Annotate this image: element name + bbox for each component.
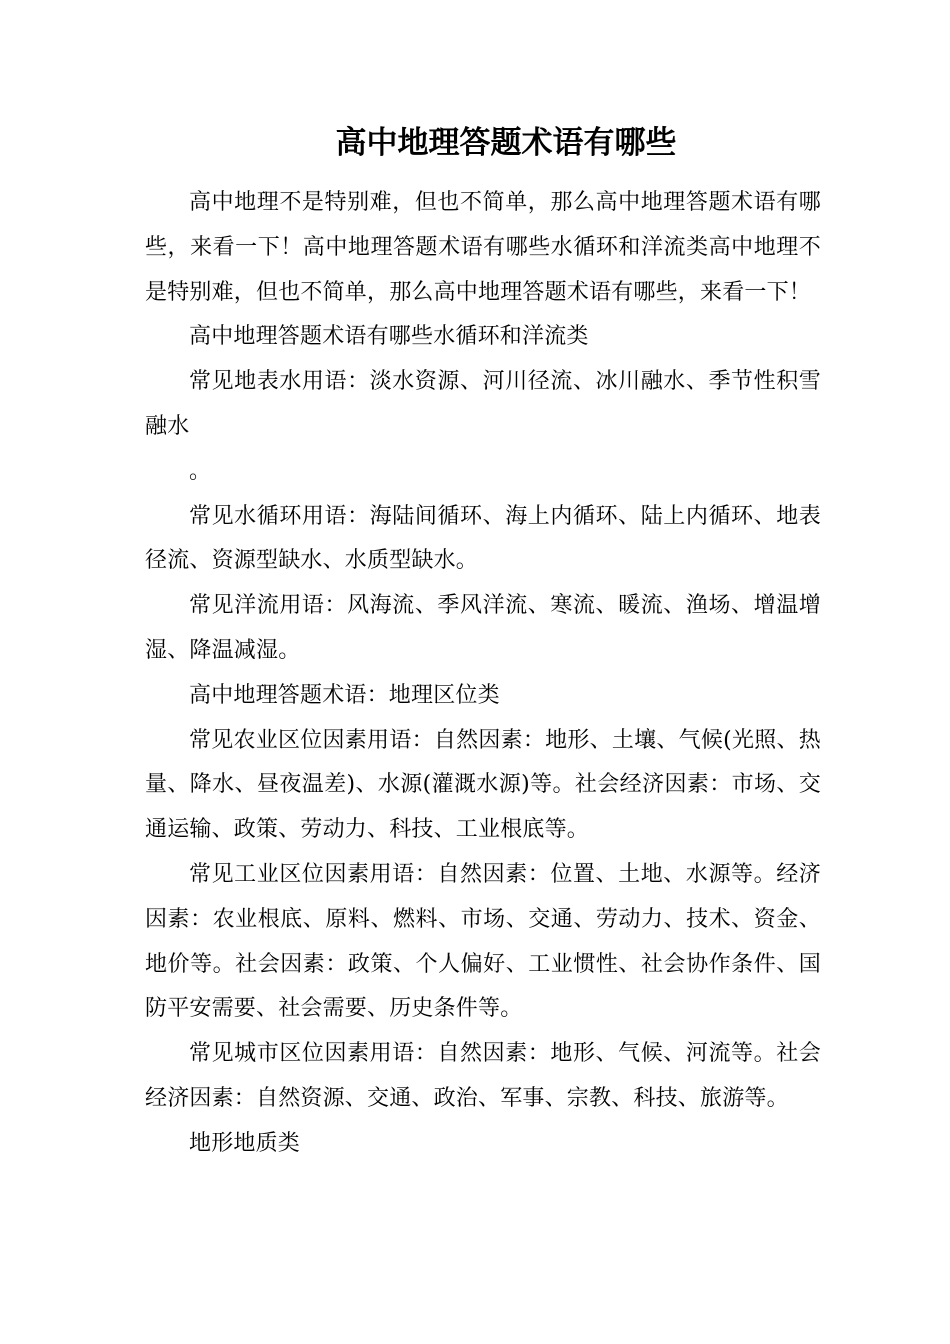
- paragraph-water-cycle-terms: 常见水循环用语：海陆间循环、海上内循环、陆上内循环、地表径流、资源型缺水、水质型缺水。: [145, 503, 821, 574]
- paragraph-city-location: 常见城市区位因素用语：自然因素：地形、气候、河流等。社会经济因素：自然资源、交通、政治、军事、宗教、科技、旅游等。: [145, 1041, 821, 1111]
- paragraph-surface-water: 常见地表水用语：淡水资源、河川径流、冰川融水、季节性积雪融水: [145, 369, 821, 439]
- page-title: 高中地理答题术语有哪些: [335, 125, 677, 161]
- section-heading-water-cycle: 高中地理答题术语有哪些水循环和洋流类: [189, 324, 589, 350]
- section-heading-location: 高中地理答题术语：地理区位类: [189, 682, 500, 708]
- paragraph-agriculture-location: 常见农业区位因素用语：自然因素：地形、土壤、气候(光照、热量、降水、昼夜温差)、水源(灌溉水源)等。社会经济因素：市场、交通运输、政策、劳动力、科技、工业根底等。: [145, 727, 821, 843]
- paragraph-period: 。: [189, 458, 212, 484]
- intro-paragraph: 高中地理不是特别难，但也不简单，那么高中地理答题术语有哪些，来看一下！高中地理答题术语有哪些水循环和洋流类高中地理不是特别难，但也不简单，那么高中地理答题术语有哪些，来看一下！: [145, 190, 821, 305]
- section-heading-landform: 地形地质类: [189, 1130, 301, 1156]
- paragraph-industry-location: 常见工业区位因素用语：自然因素：位置、土地、水源等。经济因素：农业根底、原料、燃料、市场、交通、劳动力、技术、资金、地价等。社会因素：政策、个人偏好、工业惯性、社会协作条件、国防平安需要、社会需要、历史条件等。: [145, 861, 821, 1022]
- paragraph-ocean-current-terms: 常见洋流用语：风海流、季风洋流、寒流、暖流、渔场、增温增湿、降温减湿。: [145, 593, 821, 663]
- document-body: [145, 181, 821, 1167]
